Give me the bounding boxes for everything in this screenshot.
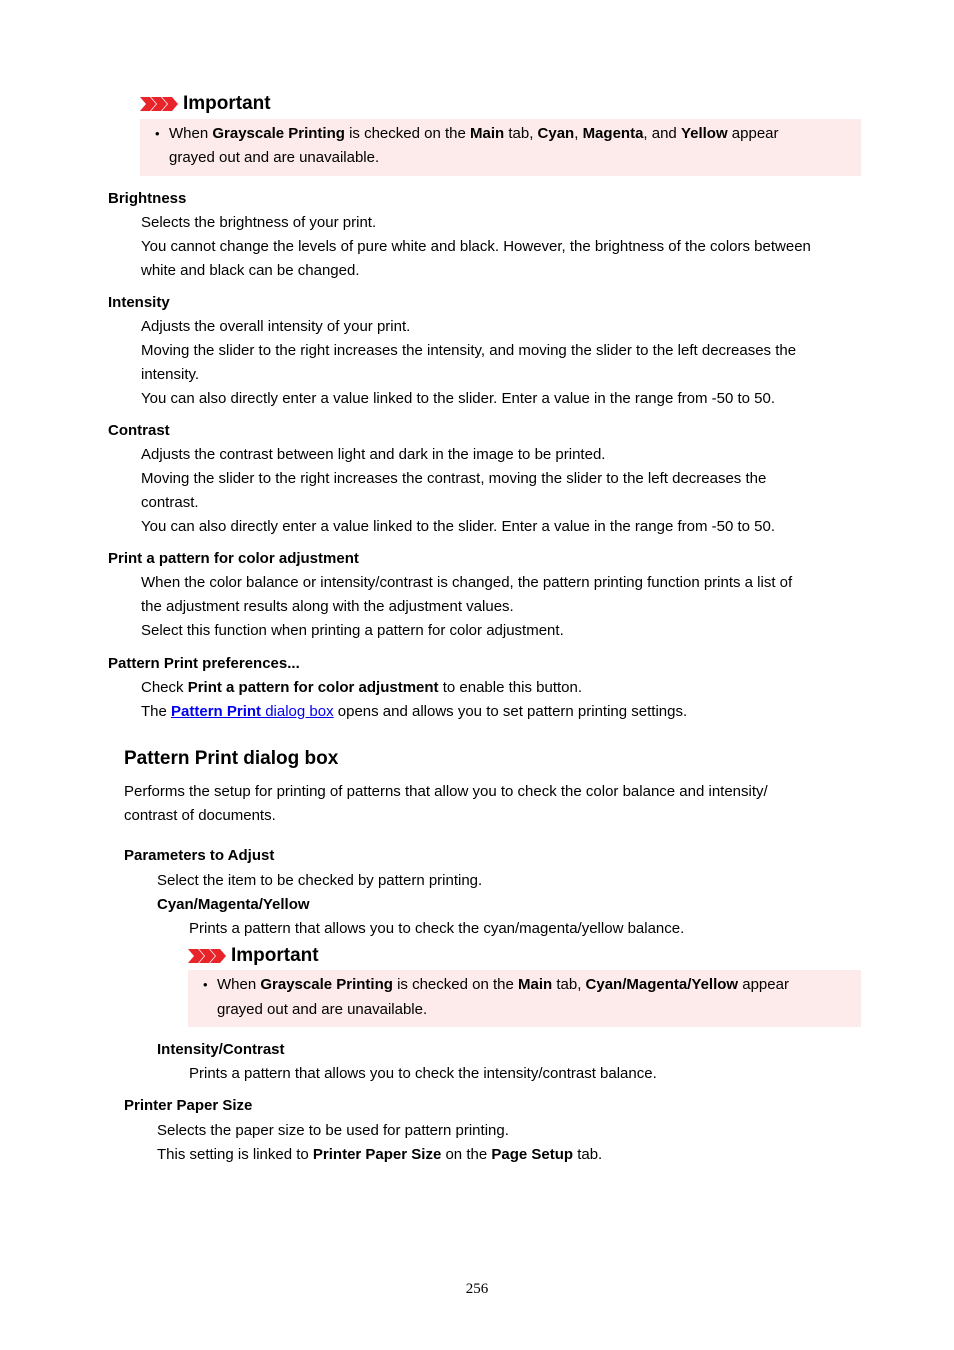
params-text: Select the item to be checked by pattern printing. [157,872,483,889]
section-intro: contrast of documents. [124,807,276,824]
contrast-text: You can also directly enter a value linked to the slider. Enter a value in the range from -50 to 50. [141,518,775,535]
contrast-heading: Contrast [108,422,170,439]
important-title: Important [231,945,319,966]
important-text-line1: When Grayscale Printing is checked on the Main tab, Cyan/Magenta/Yellow appear [217,976,789,993]
important-text-line2: grayed out and are unavailable. [169,149,380,166]
print-pattern-text: Select this function when printing a pattern for color adjustment. [141,622,564,639]
paper-size-text: This setting is linked to Printer Paper Size on the Page Setup tab. [157,1146,603,1163]
important-text-line2: grayed out and are unavailable. [217,1001,428,1018]
bullet: • [155,126,160,141]
pattern-prefs-text: Check Print a pattern for color adjustment to enable this button. [141,679,582,696]
print-pattern-text: the adjustment results along with the adjustment values. [141,598,514,615]
print-pattern-text: When the color balance or intensity/contrast is changed, the pattern printing function prints a list of [141,574,793,591]
brightness-text: You cannot change the levels of pure white and black. However, the brightness of the colors between [141,238,811,255]
brightness-heading: Brightness [108,190,187,207]
contrast-text: Adjusts the contrast between light and dark in the image to be printed. [141,446,606,463]
intensity-heading: Intensity [108,294,170,311]
paper-size-text: Selects the paper size to be used for pattern printing. [157,1122,509,1139]
contrast-text: contrast. [141,494,199,511]
page-number: 256 [465,1281,489,1297]
pattern-prefs-heading: Pattern Print preferences... [108,655,300,672]
intensity-text: intensity. [141,366,200,383]
important-header [140,93,271,115]
important-arrows-icon [140,94,180,114]
cmy-text: Prints a pattern that allows you to check the cyan/magenta/yellow balance. [189,920,685,937]
intensity-contrast-heading: Intensity/Contrast [157,1041,285,1058]
bullet: • [203,977,208,992]
important-arrows-icon [188,946,228,966]
intensity-text: Moving the slider to the right increases the intensity, and moving the slider to the left decreases the [141,342,797,359]
important-title: Important [183,93,271,114]
section-title: Pattern Print dialog box [124,748,339,769]
important-header [188,945,319,967]
intensity-text: You can also directly enter a value linked to the slider. Enter a value in the range from -50 to 50. [141,390,775,407]
pattern-prefs-text: The Pattern Print dialog box opens and allows you to set pattern printing settings. [141,703,688,720]
important-text-line1: When Grayscale Printing is checked on the Main tab, Cyan, Magenta, and Yellow appear [169,125,779,142]
pattern-print-dialog-link[interactable]: Pattern Print dialog box [171,703,334,720]
params-heading: Parameters to Adjust [124,847,275,864]
section-intro: Performs the setup for printing of patterns that allow you to check the color balance and intensity/ [124,783,768,800]
cmy-heading: Cyan/Magenta/Yellow [157,896,310,913]
intensity-contrast-text: Prints a pattern that allows you to check the intensity/contrast balance. [189,1065,657,1082]
contrast-text: Moving the slider to the right increases the contrast, moving the slider to the left decreases the [141,470,767,487]
paper-size-heading: Printer Paper Size [124,1097,253,1114]
brightness-text: white and black can be changed. [141,262,360,279]
brightness-text: Selects the brightness of your print. [141,214,377,231]
intensity-text: Adjusts the overall intensity of your print. [141,318,411,335]
print-pattern-heading: Print a pattern for color adjustment [108,550,359,567]
